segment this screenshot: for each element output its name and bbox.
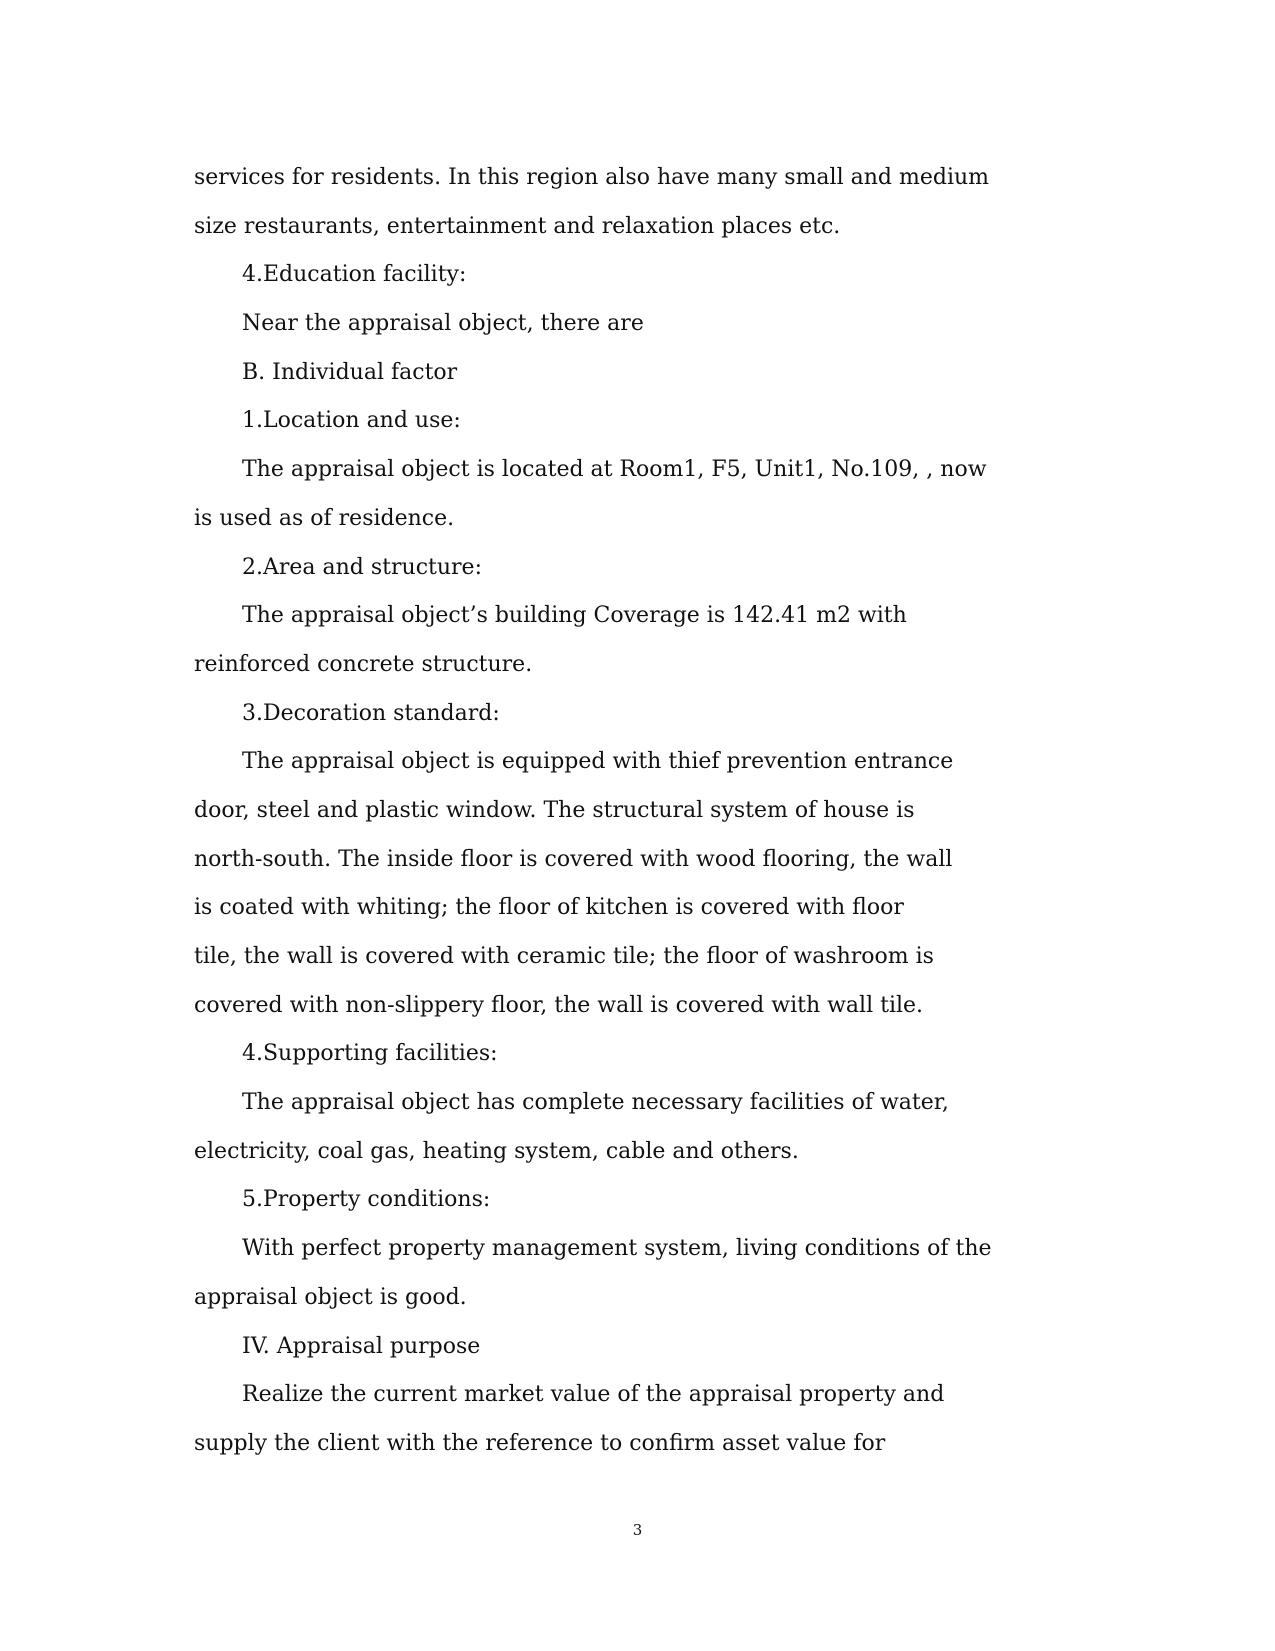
text-line: The appraisal object is equipped with thief prevention entrance bbox=[242, 749, 954, 775]
section-heading: B. Individual factor bbox=[242, 359, 458, 385]
section-heading: 4.Education facility: bbox=[242, 262, 467, 288]
section-heading: 5.Property conditions: bbox=[242, 1187, 491, 1213]
text-line: Realize the current market value of the appraisal property and bbox=[242, 1382, 945, 1408]
section-heading: 2.Area and structure: bbox=[242, 554, 482, 580]
text-line: electricity, coal gas, heating system, cable and others. bbox=[194, 1138, 799, 1164]
body-text bbox=[194, 154, 1094, 1469]
text-line: services for residents. In this region also have many small and medium bbox=[194, 165, 990, 190]
text-line: door, steel and plastic window. The structural system of house is bbox=[194, 797, 915, 823]
text-line: size restaurants, entertainment and relaxation places etc. bbox=[194, 213, 841, 239]
text-line: is used as of residence. bbox=[194, 505, 455, 531]
text-line: north-south. The inside floor is covered with wood flooring, the wall bbox=[194, 846, 953, 872]
text-line: The appraisal object is located at Room1, F5, Unit1, No.109, , now bbox=[242, 457, 987, 483]
text-line: is coated with whiting; the floor of kitchen is covered with floor bbox=[194, 895, 904, 921]
section-heading: 3.Decoration standard: bbox=[242, 700, 500, 726]
section-heading: IV. Appraisal purpose bbox=[242, 1333, 481, 1359]
section-heading: 1.Location and use: bbox=[242, 408, 461, 434]
text-line: appraisal object is good. bbox=[194, 1284, 467, 1310]
page-number: 3 bbox=[632, 1521, 643, 1539]
text-line: covered with non-slippery floor, the wall is covered with wall tile. bbox=[194, 992, 924, 1018]
text-line: supply the client with the reference to confirm asset value for bbox=[194, 1430, 886, 1456]
text-line: The appraisal object’s building Coverage is 142.41 m2 with bbox=[242, 603, 907, 629]
section-heading: 4.Supporting facilities: bbox=[242, 1041, 498, 1067]
text-line: With perfect property management system, living conditions of the bbox=[242, 1236, 992, 1262]
text-line: Near the appraisal object, there are bbox=[242, 311, 644, 337]
text-line: The appraisal object has complete necessary facilities of water, bbox=[242, 1090, 949, 1116]
text-line: reinforced concrete structure. bbox=[194, 651, 533, 677]
text-line: tile, the wall is covered with ceramic tile; the floor of washroom is bbox=[194, 944, 934, 969]
